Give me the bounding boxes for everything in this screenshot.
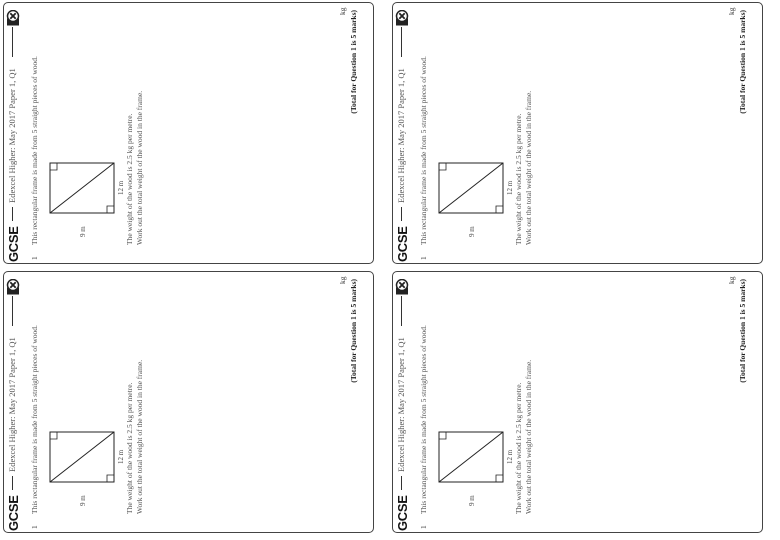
header-rule-right [12, 296, 13, 326]
header-rule-left [12, 476, 13, 490]
weight-info: The weight of the wood is 2.5 kg per metre. [514, 382, 523, 514]
right-angle-mark [50, 432, 57, 439]
total-marks: (Total for Question 1 is 5 marks) [738, 10, 747, 114]
gcse-brand: GCSE [395, 495, 410, 531]
worksheet-card [3, 271, 374, 533]
right-angle-mark [439, 432, 446, 439]
header-rule-right [401, 27, 402, 57]
frame-diagonal [439, 163, 503, 213]
question-intro: This rectangular frame is made from 5 straight pieces of wood. [419, 325, 428, 514]
frame-diagonal [50, 163, 114, 213]
answer-unit: kg [727, 276, 736, 284]
right-angle-mark [496, 475, 503, 482]
total-marks: (Total for Question 1 is 5 marks) [349, 10, 358, 114]
answer-unit: kg [338, 7, 347, 15]
right-angle-mark [439, 163, 446, 170]
question-details [514, 360, 534, 514]
worksheet-card [392, 271, 763, 533]
question-number: 1 [30, 525, 39, 529]
task-instruction: Work out the total weight of the wood in the frame. [135, 90, 144, 245]
header-rule-right [12, 27, 13, 57]
height-label: 9 m [468, 495, 476, 506]
rectangle-frame-diagram [42, 388, 126, 528]
question-details [514, 91, 534, 245]
question-intro: This rectangular frame is made from 5 straight pieces of wood. [419, 56, 428, 245]
rectangle-frame-diagram [42, 119, 126, 259]
height-label: 9 m [79, 226, 87, 237]
total-marks: (Total for Question 1 is 5 marks) [349, 279, 358, 383]
rectangle-frame-diagram [431, 388, 515, 528]
logo-icon [394, 10, 410, 26]
question-details [125, 91, 145, 245]
task-instruction: Work out the total weight of the wood in the frame. [524, 359, 533, 514]
logo-icon [5, 279, 21, 295]
question-source: Edexcel Higher: May 2017 Paper 1, Q1 [396, 68, 406, 203]
width-label: 12 m [506, 449, 514, 464]
height-label: 9 m [79, 495, 87, 506]
gcse-brand: GCSE [395, 226, 410, 262]
header-rule-right [401, 296, 402, 326]
question-intro: This rectangular frame is made from 5 straight pieces of wood. [30, 325, 39, 514]
header-rule-left [401, 207, 402, 221]
worksheet-card [3, 2, 374, 264]
question-source: Edexcel Higher: May 2017 Paper 1, Q1 [396, 337, 406, 472]
answer-unit: kg [338, 276, 347, 284]
right-angle-mark [107, 206, 114, 213]
rectangle-frame-diagram [431, 119, 515, 259]
frame-diagonal [50, 432, 114, 482]
right-angle-mark [50, 163, 57, 170]
question-source: Edexcel Higher: May 2017 Paper 1, Q1 [7, 337, 17, 472]
right-angle-mark [496, 206, 503, 213]
weight-info: The weight of the wood is 2.5 kg per metre. [514, 113, 523, 245]
question-intro: This rectangular frame is made from 5 straight pieces of wood. [30, 56, 39, 245]
weight-info: The weight of the wood is 2.5 kg per metre. [125, 113, 134, 245]
gcse-brand: GCSE [6, 226, 21, 262]
question-number: 1 [419, 525, 428, 529]
worksheet-card [392, 2, 763, 264]
task-instruction: Work out the total weight of the wood in the frame. [135, 359, 144, 514]
width-label: 12 m [506, 180, 514, 195]
frame-diagonal [439, 432, 503, 482]
header-rule-left [401, 476, 402, 490]
task-instruction: Work out the total weight of the wood in the frame. [524, 90, 533, 245]
gcse-brand: GCSE [6, 495, 21, 531]
height-label: 9 m [468, 226, 476, 237]
right-angle-mark [107, 475, 114, 482]
question-details [125, 360, 145, 514]
question-source: Edexcel Higher: May 2017 Paper 1, Q1 [7, 68, 17, 203]
answer-unit: kg [727, 7, 736, 15]
question-number: 1 [419, 256, 428, 260]
total-marks: (Total for Question 1 is 5 marks) [738, 279, 747, 383]
question-number: 1 [30, 256, 39, 260]
logo-icon [394, 279, 410, 295]
logo-icon [5, 10, 21, 26]
header-rule-left [12, 207, 13, 221]
width-label: 12 m [117, 180, 125, 195]
width-label: 12 m [117, 449, 125, 464]
weight-info: The weight of the wood is 2.5 kg per metre. [125, 382, 134, 514]
